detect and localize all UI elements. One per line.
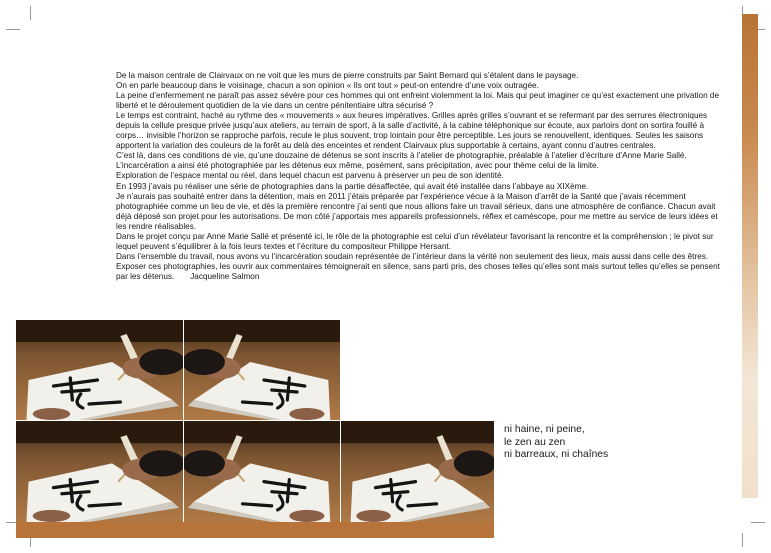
paragraph: La peine d’enfermement ne paraît pas assez sévère pour ces hommes qui ont enfreint violemment la loi. Mais qui peut imaginer ce qu’est exactement une privation de liberté et le déroulement quotidien de la vie dans un centre pénitentiaire ultra sécurisé ? [116, 91, 720, 111]
author-signature: Jacqueline Salmon [190, 271, 260, 281]
photo-strip [16, 320, 494, 538]
paragraph: Je n’aurais pas souhaité entrer dans la détention, mais en 2011 j’étais préparée par l’expérience vécue à la Maison d’arrêt de la Santé que j’avais récemment photographiée comme un lieu de vie, et dès la première rencontre j’ai senti que nous allions faire un travail sérieux, dans une atmosphère de confiance. Chacun avait déjà déposé son projet pour les autorisations. De mon côté j’apportais mes appareils professionnels, réflex et caméscope, pour me mettre au service de leurs idées et les rendre réalisables. [116, 191, 718, 231]
calligraphy-photo-2 [184, 320, 340, 420]
paragraph-last [116, 252, 730, 282]
paragraph: Dans l’ensemble du travail, nous avons vu l’incarcération soudain représentée de l’intérieur dans la vérité non seulement des lieux, mais aussi dans celle des êtres. Exposer ces photographies, les ouvrir aux commentaires témoignerait en silence, sans parti pris, des choses telles qu’elles sont mais surtout telles qu’elles se pensent par les détenus. [116, 251, 720, 281]
calligraphy-photo-5 [341, 421, 494, 522]
crop-mark [6, 29, 20, 30]
paragraph: En 1993 j’avais pu réaliser une série de photographies dans la partie désaffectée, qui avait été installée dans l’abbaye au XIXème. [116, 181, 589, 191]
paragraph: De la maison centrale de Clairvaux on ne voit que les murs de pierre construits par Saint Bernard qui s’étalent dans le paysage. [116, 71, 579, 80]
calligraphy-photo-4 [184, 421, 340, 522]
crop-mark [30, 6, 31, 20]
paragraph: L’incarcération a ainsi été photographiée par les détenus eux même, posément, sans précipitation, avec pour thème celui de la limite. [116, 161, 599, 171]
crop-mark [751, 522, 765, 523]
decorative-orange-strip [742, 14, 758, 498]
decorative-bottom-bar [16, 522, 494, 538]
crop-mark [742, 533, 743, 547]
paragraph: C’est là, dans ces conditions de vie, qu’une douzaine de détenus se sont inscrits à l’atelier de photographie, préalable à l’atelier d’écriture d’Anne Marie Sallé. [116, 151, 687, 161]
essay-text [116, 71, 730, 282]
calligraphy-photo-3 [16, 421, 183, 522]
caption-line: ni barreaux, ni chaînes [504, 449, 609, 460]
poem-caption [504, 424, 608, 462]
paragraph: Exploration de l’espace mental ou réel, dans lequel chacun est parvenu à préserver un peu de son identité. [116, 171, 504, 181]
calligraphy-photo-1 [16, 320, 183, 420]
caption-line: ni haine, ni peine, [504, 424, 585, 435]
caption-line: le zen au zen [504, 436, 566, 448]
paragraph: On en parle beaucoup dans le voisinage, chacun a son opinion « Ils ont tout » peut-on entendre d’une voix outragée. [116, 81, 539, 91]
paragraph: Le temps est contraint, haché au rythme des « mouvements » aux heures impératives. Grilles après grilles s’ouvrant et se refermant par des serrures électroniques depuis la cellule presque privée jusqu’aux ateliers, au terrain de sport, à la salle d’activité, à la cabine téléphonique sur écoute, aux parloirs dont on sortira fouillé à corps… invisible l’horizon se rapproche parfois, recule le plus souvent, trop lointain pour être perceptible. Les jours se renouvellent, identiques. Seules les saisons apportent la variation des couleurs de la forêt au delà des enceintes et rendent Clairvaux plus supportable à certains, ayant connu d’autres centrales. [116, 111, 708, 151]
paragraph: Dans le projet conçu par Anne Marie Sallé et présenté ici, le rôle de la photographie est celui d’un révélateur favorisant la rencontre et la compréhension ; le pivot sur lequel peuvent s’équilibrer à la fois leurs textes et l’écriture du compositeur Philippe Hersant. [116, 231, 714, 251]
